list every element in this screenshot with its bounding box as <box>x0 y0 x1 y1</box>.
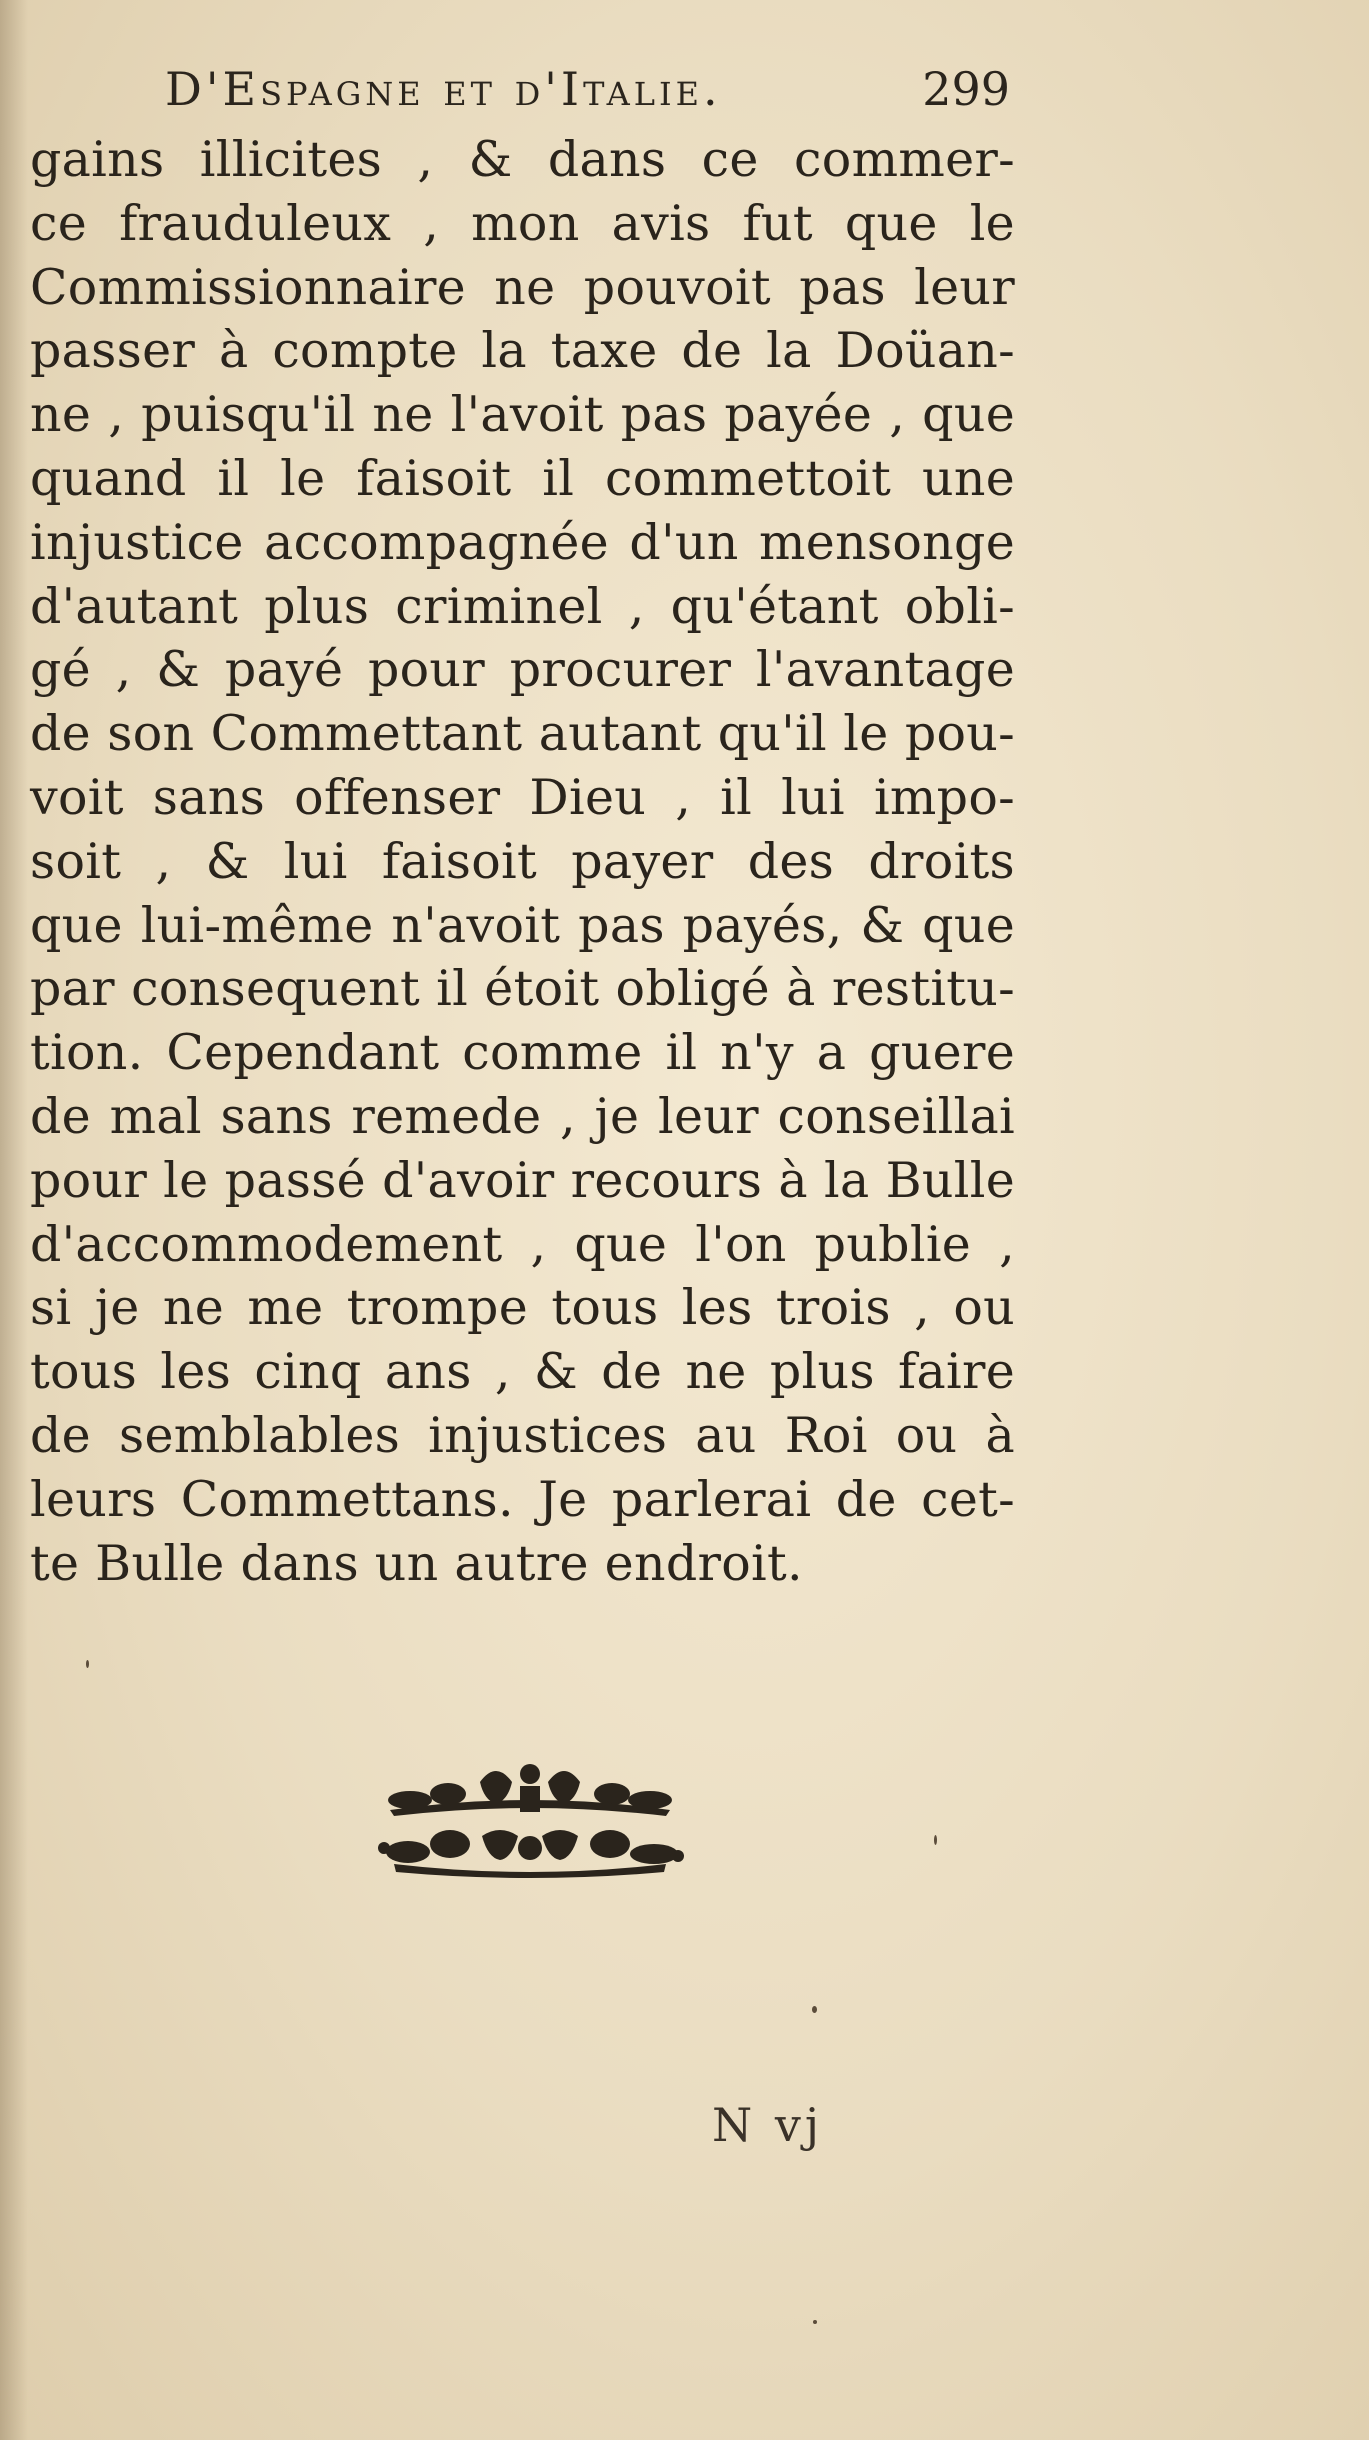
text-line: si je ne me trompe tous les trois , ou <box>30 1279 1015 1337</box>
text-line: d'autant plus criminel , qu'étant obli- <box>30 577 1015 635</box>
text-line: gains illicites , & dans ce commer- <box>30 131 1015 188</box>
signature-mark: N vj <box>712 2098 824 2152</box>
text-line: de semblables injustices au Roi ou à <box>30 1406 1015 1464</box>
text-line: tion. Cependant comme il n'y a guere <box>30 1024 1015 1082</box>
text-line: par consequent il étoit obligé à restitu- <box>30 960 1015 1018</box>
text-line: que lui-même n'avoit pas payés, & que <box>30 896 1015 954</box>
paper-speck <box>812 2006 817 2013</box>
paper-speck <box>934 1835 937 1845</box>
text-line: ne , puisqu'il ne l'avoit pas payée , que <box>30 386 1015 444</box>
text-line: passer à compte la taxe de la Doüan- <box>30 322 1015 380</box>
text-line: soit , & lui faisoit payer des droits <box>30 832 1015 890</box>
text-line: de mal sans remede , je leur conseillai <box>30 1087 1015 1145</box>
text-line: pour le passé d'avoir recours à la Bulle <box>30 1151 1015 1209</box>
text-line: Commissionnaire ne pouvoit pas leur <box>30 258 1015 316</box>
page-number: 299 <box>922 62 1010 116</box>
text-line-last: te Bulle dans un autre endroit. <box>30 1534 803 1592</box>
text-line: d'accommodement , que l'on publie , <box>30 1215 1015 1273</box>
paper-speck <box>813 2320 817 2324</box>
fleuron-ornament-icon <box>370 1752 690 1892</box>
text-line: tous les cinq ans , & de ne plus faire <box>30 1343 1015 1401</box>
paper-speck <box>86 1660 89 1668</box>
text-line: leurs Commettans. Je parlerai de cet- <box>30 1470 1015 1528</box>
text-line: gé , & payé pour procurer l'avantage <box>30 641 1015 699</box>
text-line: quand il le faisoit il commettoit une <box>30 449 1015 507</box>
text-line: voit sans offenser Dieu , il lui impo- <box>30 768 1015 826</box>
text-line: ce frauduleux , mon avis fut que le <box>30 194 1015 252</box>
gutter-shadow <box>0 0 28 2440</box>
running-title: D'Espagne et d'Italie. <box>165 62 722 116</box>
body-text <box>30 128 1015 1595</box>
text-line: injustice accompagnée d'un mensonge <box>30 513 1015 571</box>
running-head <box>150 62 1010 132</box>
text-line: de son Commettant autant qu'il le pou- <box>30 705 1015 763</box>
